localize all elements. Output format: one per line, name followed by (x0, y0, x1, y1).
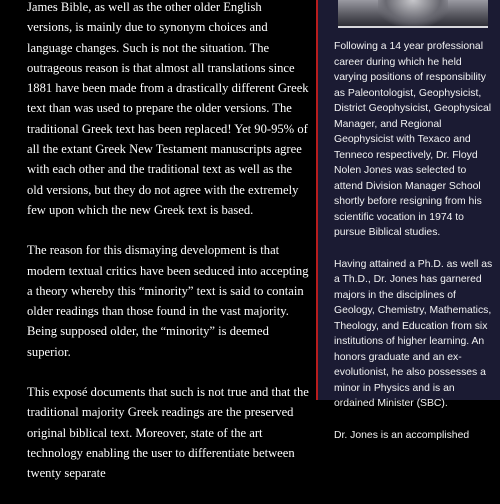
paragraph-synonym-choices: James Bible, as well as the other older English versions, is mainly due to synonym choices and language changes. Such is not the situation. The outrageous reason is that almost all translations since 1881 have been made from a drastically different Greek text than was used to prepare the older versions. The traditional Greek text has been replaced! Yet 90-95% of all the extant Greek New Testament manuscripts agree with each other and the traditional text as well as the old versions, but they do not agree with the extremely few upon which the new Greek text is based. (27, 0, 309, 217)
paragraph-minority-text: The reason for this dismaying development is that modern textual critics have been seduced into accepting a theory whereby this “minority” text is said to contain older readings than those found in the vast majority. Being supposed older, the “minority” is deemed superior. (27, 243, 309, 359)
author-photo (338, 0, 488, 28)
author-bio (334, 39, 494, 459)
bio-career-paragraph: Following a 14 year professional career during which he held varying positions of responsibility as Paleontologist, Geophysicist, District Geophysicist, Geophysical Manager, and Regional Geophysicist with Texaco and Tenneco respectively, Dr. Floyd Nolen Jones was selected to attend Division Manager School shortly before resigning from his scientific vocation in 1974 to pursue Biblical studies. (334, 41, 492, 238)
main-text-column (27, 0, 309, 504)
author-photo-shading (378, 0, 448, 26)
bio-education-paragraph: Having attained a Ph.D. as well as a Th.D., Dr. Jones has garnered majors in the disciplines of Geology, Chemistry, Mathematics, Theology, and Education from six institutions of higher learning. An honors graduate and an ex-evolutionist, he also possesses a minor in Physics and is an ordained Minister (SBC). (334, 258, 493, 409)
paragraph-expose: This exposé documents that such is not true and that the traditional majority Greek readings are the preserved original biblical text. Moreover, state of the art technology enabling the user to differentiate between twenty separate (27, 385, 309, 481)
author-sidebar (318, 0, 500, 441)
bio-closing-paragraph: Dr. Jones is an accomplished (334, 429, 470, 441)
